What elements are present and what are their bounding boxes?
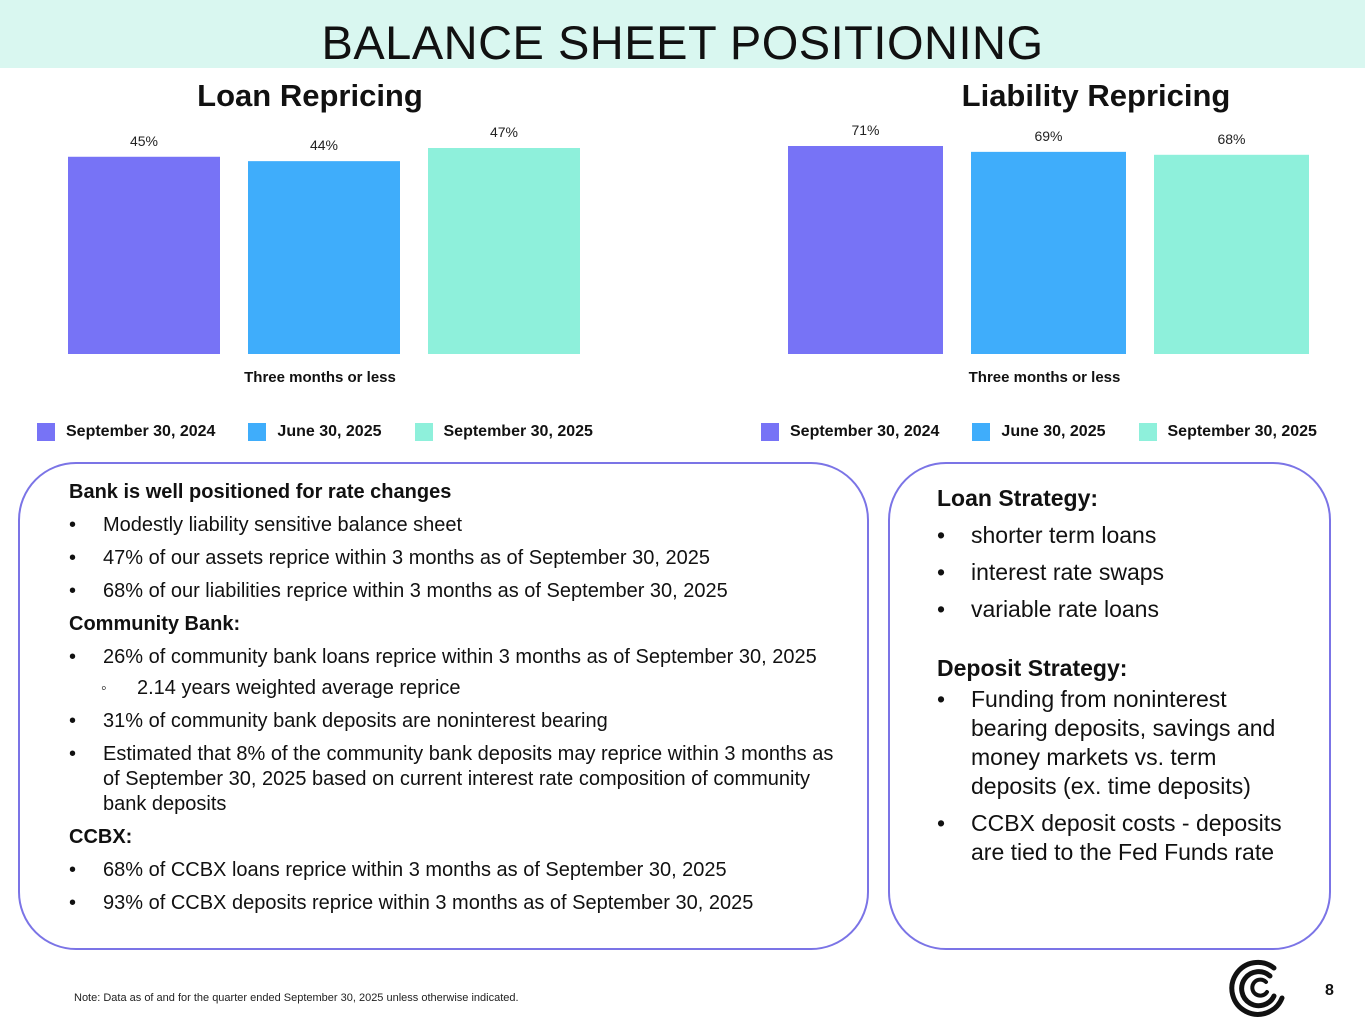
legend-label: September 30, 2024 xyxy=(66,423,216,440)
bullet-item: • 47% of our assets reprice within 3 months as of September 30, 2025 xyxy=(69,546,839,571)
liability-repricing-legend xyxy=(761,423,1317,441)
bar-2 xyxy=(248,161,400,354)
legend-swatch xyxy=(1139,423,1157,441)
loan-strategy-heading: Loan Strategy: xyxy=(937,485,1099,511)
page-title: BALANCE SHEET POSITIONING xyxy=(321,16,1044,69)
loan-strategy-item: • shorter term loans xyxy=(937,521,1307,550)
page-number: 8 xyxy=(1325,982,1334,999)
legend-item xyxy=(972,423,1105,441)
legend-swatch xyxy=(415,423,433,441)
legend-item xyxy=(37,423,215,441)
bullet-item: • 68% of CCBX loans reprice within 3 months as of September 30, 2025 xyxy=(69,858,839,883)
legend-label: June 30, 2025 xyxy=(1001,423,1106,440)
category-tick-label: Three months or less xyxy=(968,369,1121,386)
legend-swatch xyxy=(761,423,779,441)
loan-strategy-item: • interest rate swaps xyxy=(937,558,1307,587)
community-bank-heading: Community Bank: xyxy=(69,613,241,635)
liability-repricing-title: Liability Repricing xyxy=(961,78,1231,113)
sub-bullet-item: ◦ 2.14 years weighted average reprice xyxy=(69,676,839,701)
legend-label: September 30, 2025 xyxy=(443,423,593,440)
title-bar xyxy=(0,0,1365,68)
loan-repricing-title: Loan Repricing xyxy=(197,78,423,113)
legend-item xyxy=(415,423,593,441)
bar-data-label: 47% xyxy=(489,124,519,140)
liability-repricing-chart xyxy=(760,110,1340,400)
bullet-item: • Modestly liability sensitive balance sheet xyxy=(69,513,839,538)
category-tick-label: Three months or less xyxy=(244,369,396,386)
ccbx-heading: CCBX: xyxy=(69,826,133,848)
bullet-item: • 31% of community bank deposits are noninterest bearing xyxy=(69,709,839,734)
legend-swatch xyxy=(248,423,266,441)
loan-repricing-legend xyxy=(37,423,626,441)
legend-item xyxy=(761,423,939,441)
loan-strategy-item: • variable rate loans xyxy=(937,595,1307,624)
loan-repricing-chart xyxy=(40,110,620,400)
bar-1 xyxy=(788,146,943,354)
strategy-content xyxy=(937,484,1307,875)
bar-data-label: 71% xyxy=(851,122,880,138)
bar-data-label: 69% xyxy=(1034,127,1063,144)
footnote: Note: Data as of and for the quarter ended September 30, 2025 unless otherwise indicated. xyxy=(74,992,519,1004)
legend-label: September 30, 2024 xyxy=(790,423,940,440)
deposit-strategy-item: • Funding from noninterest bearing deposits, savings and money markets vs. term deposits (ex. time deposits) xyxy=(937,685,1307,801)
legend-label: June 30, 2025 xyxy=(277,423,382,440)
bullet-item: • 26% of community bank loans reprice within 3 months as of September 30, 2025 xyxy=(69,645,839,670)
bar-data-label: 68% xyxy=(1217,130,1246,147)
deposit-strategy-heading: Deposit Strategy: xyxy=(937,655,1128,681)
bar-1 xyxy=(68,157,220,354)
bullet-item: • 93% of CCBX deposits reprice within 3 months as of September 30, 2025 xyxy=(69,891,839,916)
bullet-item: • 68% of our liabilities reprice within 3 months as of September 30, 2025 xyxy=(69,579,839,604)
bar-3 xyxy=(1154,155,1309,354)
bar-3 xyxy=(428,148,580,354)
bar-data-label: 44% xyxy=(309,137,339,154)
legend-item xyxy=(1139,423,1317,441)
legend-item xyxy=(248,423,381,441)
deposit-strategy-item: • CCBX deposit costs - deposits are tied to the Fed Funds rate xyxy=(937,809,1307,867)
legend-label: September 30, 2025 xyxy=(1167,423,1317,440)
rate-positioning-content xyxy=(69,480,839,924)
legend-swatch xyxy=(972,423,990,441)
bullet-item: • Estimated that 8% of the community bank deposits may reprice within 3 months as of September 30, 2025 based on current interest rate composition of community bank deposits xyxy=(69,742,839,817)
bar-2 xyxy=(971,152,1126,354)
bar-data-label: 45% xyxy=(129,132,159,149)
legend-swatch xyxy=(37,423,55,441)
bank-positioned-heading: Bank is well positioned for rate changes xyxy=(69,481,452,503)
company-swirl-logo-icon xyxy=(1226,954,1290,1018)
